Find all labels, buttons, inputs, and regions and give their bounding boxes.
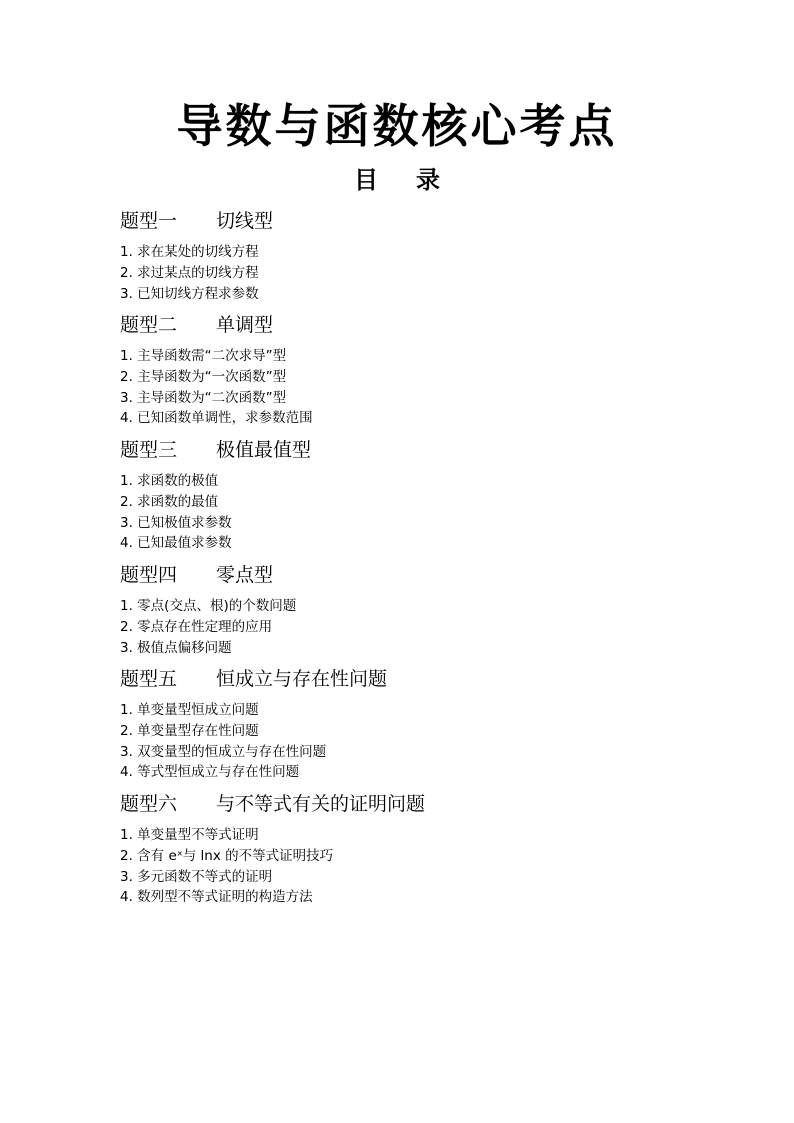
toc-item: 4. 已知函数单调性，求参数范围 — [120, 410, 313, 427]
section-title — [120, 312, 720, 338]
toc-item: 4. 已知最值求参数 — [120, 535, 232, 552]
toc-item: 1. 求函数的极值 — [120, 473, 219, 489]
toc-item: 4. 等式型恒成立与存在性问题 — [120, 764, 300, 781]
toc-item: 1. 求在某处的切线方程 — [120, 244, 259, 260]
section-label: 题型四 — [120, 564, 178, 586]
toc-item: 2. 单变量型存在性问题 — [120, 722, 259, 739]
section-title — [120, 562, 720, 588]
section-label: 题型三 — [120, 439, 178, 461]
toc-item: 2. 含有 eˣ与 lnx 的不等式证明技巧 — [120, 847, 334, 864]
toc-item: 3. 双变量型的恒成立与存在性问题 — [120, 743, 327, 760]
section-title — [120, 208, 720, 234]
toc-item: 3. 主导函数为“二次函数”型 — [120, 389, 287, 406]
toc-item: 2. 求过某点的切线方程 — [120, 264, 259, 281]
section-label: 题型五 — [120, 668, 178, 690]
toc-section-2 — [120, 312, 720, 429]
toc-item: 3. 极值点偏移问题 — [120, 639, 232, 656]
toc-section-5 — [120, 666, 720, 783]
section-name: 恒成立与存在性问题 — [216, 668, 388, 690]
document-title: 导数与函数核心考点 — [176, 99, 618, 153]
toc-item: 4. 数列型不等式证明的构造方法 — [120, 889, 313, 906]
section-label: 题型一 — [120, 210, 178, 232]
section-name: 零点型 — [216, 564, 274, 586]
toc-item: 2. 零点存在性定理的应用 — [120, 618, 273, 635]
toc-item: 1. 单变量型恒成立问题 — [120, 702, 259, 718]
section-label: 题型二 — [120, 314, 178, 336]
toc-item: 3. 多元函数不等式的证明 — [120, 868, 273, 885]
toc-section-1 — [120, 208, 720, 304]
toc-item: 3. 已知极值求参数 — [120, 514, 232, 531]
toc-section-6 — [120, 791, 720, 908]
section-label: 题型六 — [120, 793, 178, 815]
toc-item: 3. 已知切线方程求参数 — [120, 285, 259, 302]
toc-item: 1. 零点(交点、根)的个数问题 — [120, 598, 297, 614]
toc-item: 2. 主导函数为“一次函数”型 — [120, 368, 287, 385]
section-title — [120, 791, 720, 817]
toc-section-4 — [120, 562, 720, 658]
section-title — [120, 437, 720, 463]
toc-heading-left: 目 — [354, 165, 378, 194]
toc-item: 1. 单变量型不等式证明 — [120, 827, 259, 843]
toc-section-3 — [120, 437, 720, 554]
toc-heading — [0, 164, 794, 196]
toc-item: 2. 求函数的最值 — [120, 493, 219, 510]
section-name: 极值最值型 — [216, 439, 312, 461]
section-name: 单调型 — [216, 314, 274, 336]
toc-item: 1. 主导函数需“二次求导”型 — [120, 348, 287, 364]
section-name: 与不等式有关的证明问题 — [216, 793, 426, 815]
section-name: 切线型 — [216, 210, 274, 232]
section-title — [120, 666, 720, 692]
toc-heading-right: 录 — [416, 165, 440, 194]
